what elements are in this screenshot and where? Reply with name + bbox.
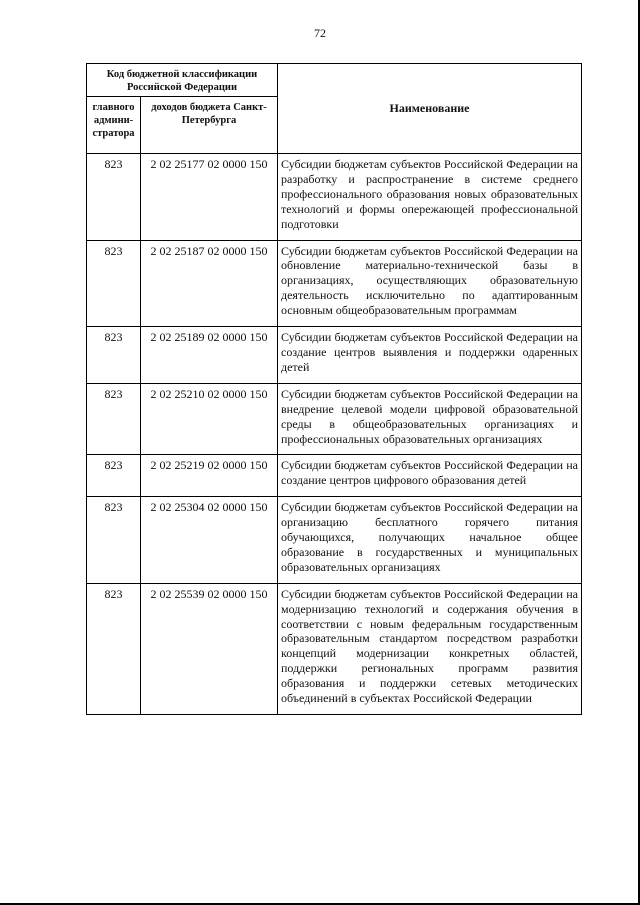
- header-admin: главного админи-стратора: [87, 97, 141, 154]
- header-budget-code-group: Код бюджетной классификации Российской Федерации: [87, 64, 278, 97]
- name-cell: Субсидии бюджетам субъектов Российской Федерации на организацию бесплатного горячего питания обучающихся, получающих начальное общее образование в государственных и муниципальных образовательных организациях: [278, 497, 582, 584]
- admin-code-cell: 823: [87, 240, 141, 327]
- income-code-cell: 2 02 25210 02 0000 150: [141, 383, 278, 455]
- table-row: [87, 583, 582, 714]
- admin-code-cell: 823: [87, 383, 141, 455]
- income-code-cell: 2 02 25304 02 0000 150: [141, 497, 278, 584]
- income-code-cell: 2 02 25189 02 0000 150: [141, 327, 278, 384]
- header-row-1: [87, 64, 582, 97]
- admin-code-cell: 823: [87, 583, 141, 714]
- header-income: доходов бюджета Санкт-Петербурга: [141, 97, 278, 154]
- admin-code-cell: 823: [87, 497, 141, 584]
- page-number: 72: [314, 26, 326, 40]
- admin-code-cell: 823: [87, 327, 141, 384]
- table-body: [87, 154, 582, 715]
- name-cell: Субсидии бюджетам субъектов Российской Федерации на обновление материально-технической базы в организациях, осуществляющих образовательную деятельность исключительно по адаптированным основным общеобразовательным программам: [278, 240, 582, 327]
- budget-classification-table: [86, 63, 582, 715]
- table-row: [87, 383, 582, 455]
- name-cell: Субсидии бюджетам субъектов Российской Федерации на создание центров выявления и поддержки одаренных детей: [278, 327, 582, 384]
- name-cell: Субсидии бюджетам субъектов Российской Федерации на модернизацию технологий и содержания обучения в соответствии с новым федеральным государственным образовательным стандартом посредством разработки концепций модернизации конкретных областей, поддержки региональных программ развития образования и поддержки сетевых методических объединений в субъектах Российской Федерации: [278, 583, 582, 714]
- table-row: [87, 154, 582, 241]
- name-cell: Субсидии бюджетам субъектов Российской Федерации на внедрение целевой модели цифровой образовательной среды в общеобразовательных организациях и профессиональных образовательных организациях: [278, 383, 582, 455]
- header-name: Наименование: [278, 64, 582, 154]
- name-cell: Субсидии бюджетам субъектов Российской Федерации на создание центров цифрового образования детей: [278, 455, 582, 497]
- name-cell: Субсидии бюджетам субъектов Российской Федерации на разработку и распространение в системе среднего профессионального образования новых образовательных технологий и формы опережающей профессиональной подготовки: [278, 154, 582, 241]
- admin-code-cell: 823: [87, 154, 141, 241]
- income-code-cell: 2 02 25539 02 0000 150: [141, 583, 278, 714]
- income-code-cell: 2 02 25177 02 0000 150: [141, 154, 278, 241]
- table-row: [87, 497, 582, 584]
- table-row: [87, 327, 582, 384]
- income-code-cell: 2 02 25219 02 0000 150: [141, 455, 278, 497]
- table-row: [87, 455, 582, 497]
- income-code-cell: 2 02 25187 02 0000 150: [141, 240, 278, 327]
- table-row: [87, 240, 582, 327]
- admin-code-cell: 823: [87, 455, 141, 497]
